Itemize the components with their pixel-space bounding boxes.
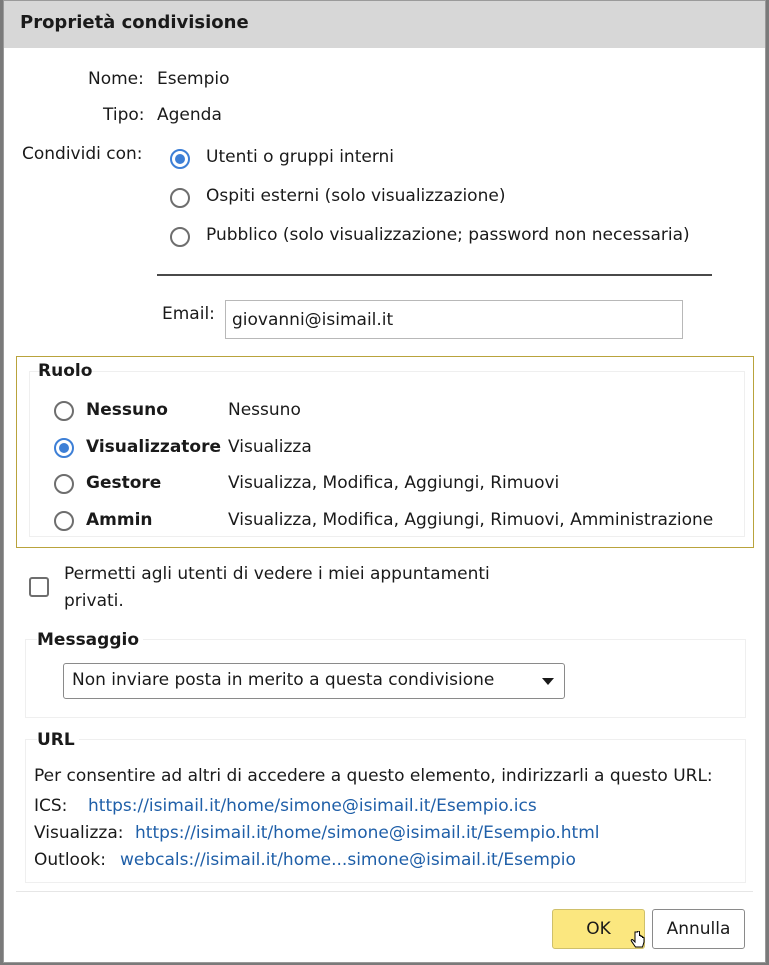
role-name[interactable]: Ammin — [86, 510, 153, 530]
role-desc: Visualizza, Modifica, Aggiungi, Rimuovi — [228, 473, 560, 493]
type-label: Tipo: — [103, 105, 145, 125]
role-name[interactable]: Visualizzatore — [86, 437, 222, 457]
radio-internal[interactable] — [170, 149, 190, 169]
dialog-title: Proprietà condivisione — [20, 12, 249, 33]
role-legend: Ruolo — [38, 361, 93, 381]
view-link[interactable]: https://isimail.it/home/simone@isimail.it/Esempio.html — [135, 823, 600, 843]
message-select-value: Non inviare posta in merito a questa condivisione — [72, 670, 495, 690]
message-select[interactable] — [63, 663, 565, 699]
radio-role-admin[interactable] — [54, 511, 74, 531]
share-option-label[interactable]: Utenti o gruppi interni — [206, 147, 395, 167]
radio-role-viewer[interactable] — [54, 438, 74, 458]
name-value: Esempio — [157, 69, 230, 89]
url-legend: URL — [37, 730, 79, 750]
role-desc: Nessuno — [228, 400, 301, 420]
url-intro: Per consentire ad altri di accedere a questo elemento, indirizzarli a questo URL: — [34, 766, 713, 786]
private-appointments-label-line2[interactable]: privati. — [64, 591, 124, 611]
radio-role-manager[interactable] — [54, 474, 74, 494]
ok-button[interactable]: OK — [552, 909, 645, 949]
ics-label: ICS: — [34, 796, 68, 816]
share-with-label: Condividi con: — [22, 144, 143, 164]
role-fieldset — [16, 356, 754, 548]
message-legend: Messaggio — [37, 630, 143, 650]
share-option-label[interactable]: Ospiti esterni (solo visualizzazione) — [206, 186, 506, 206]
radio-role-none[interactable] — [54, 401, 74, 421]
dialog-titlebar[interactable] — [4, 1, 765, 48]
hand-cursor-icon — [630, 931, 646, 951]
radio-public[interactable] — [170, 227, 190, 247]
name-label: Nome: — [88, 69, 144, 89]
email-label: Email: — [162, 304, 215, 324]
outlook-link[interactable]: webcals://isimail.it/home...simone@isimail.it/Esempio — [120, 850, 576, 870]
email-input[interactable] — [225, 300, 683, 339]
type-value: Agenda — [157, 105, 222, 125]
view-label: Visualizza: — [34, 823, 124, 843]
divider — [157, 274, 712, 276]
cancel-button[interactable]: Annulla — [652, 909, 745, 949]
share-option-label[interactable]: Pubblico (solo visualizzazione; password non necessaria) — [206, 225, 690, 245]
outlook-label: Outlook: — [34, 850, 106, 870]
role-name[interactable]: Nessuno — [86, 400, 168, 420]
ics-link[interactable]: https://isimail.it/home/simone@isimail.it/Esempio.ics — [88, 796, 537, 816]
role-desc: Visualizza — [228, 437, 312, 457]
private-appointments-checkbox[interactable] — [29, 577, 49, 597]
private-appointments-label-line1[interactable]: Permetti agli utenti di vedere i miei appuntamenti — [64, 564, 490, 584]
chevron-down-icon — [542, 678, 554, 685]
role-desc: Visualizza, Modifica, Aggiungi, Rimuovi, Amministrazione — [228, 510, 714, 530]
share-properties-dialog — [3, 0, 766, 963]
footer-divider — [16, 891, 753, 892]
role-name[interactable]: Gestore — [86, 473, 162, 493]
radio-guests[interactable] — [170, 188, 190, 208]
